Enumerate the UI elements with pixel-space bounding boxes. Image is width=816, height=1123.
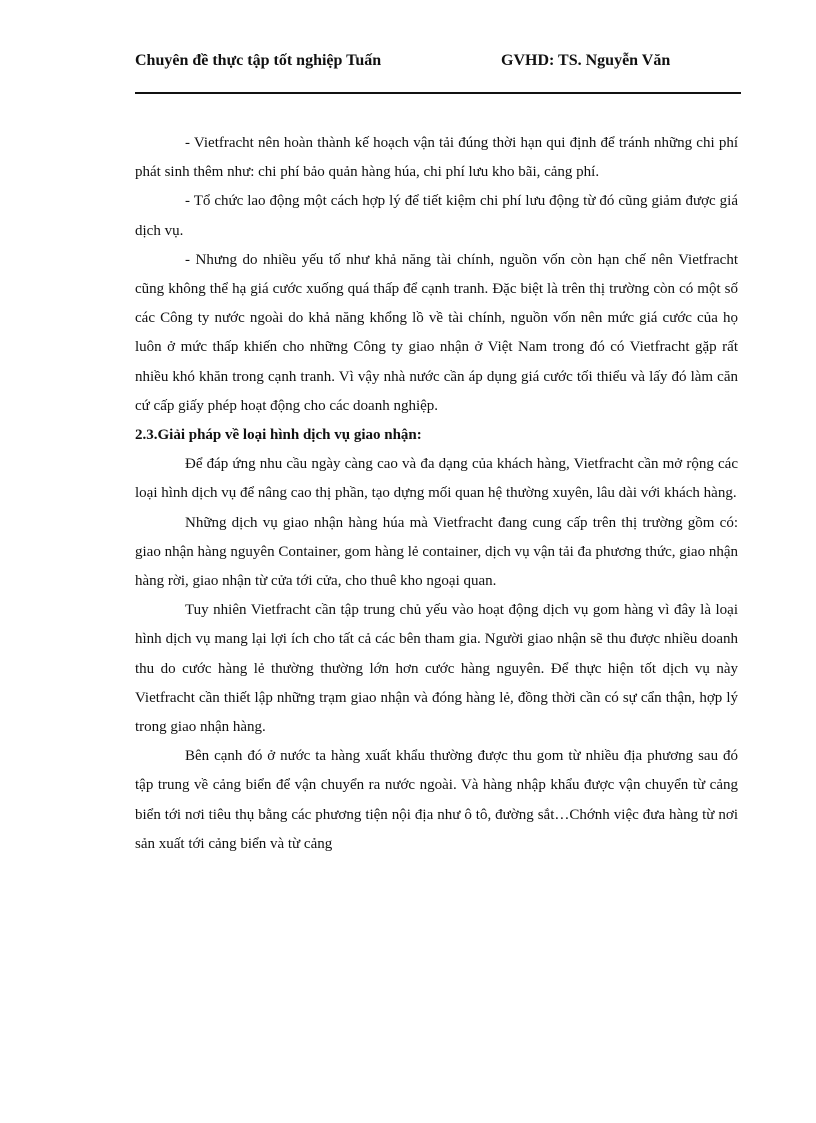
body-paragraph: Bên cạnh đó ở nước ta hàng xuất khẩu thường được thu gom từ nhiều địa phương sau đó tập trung về cảng biển để vận chuyển ra nước ngoài. Và hàng nhập khẩu được vận chuyển từ cảng biển tới nơi tiêu thụ bằng các phương tiện nội địa như ô tô, đường sắt…Chớnh việc đưa hàng từ nơi sản xuất tới cảng biển và từ cảng <box>135 748 738 852</box>
bullet-paragraph: - Nhưng do nhiều yếu tố như khả năng tài chính, nguồn vốn còn hạn chế nên Vietfracht cũng không thể hạ giá cước xuống quá thấp để cạnh tranh. Đặc biệt là trên thị trường còn có một số các Công ty nước ngoài do khả năng khổng lồ về tài chính, nguồn vốn nên mức giá cước của họ luôn ở mức thấp khiến cho những Công ty giao nhận ở Việt Nam trong đó có Vietfracht gặp rất nhiều khó khăn trong cạnh tranh. Vì vậy nhà nước cần áp dụng giá cước tối thiểu và lấy đó làm căn cứ cấp giấy phép hoạt động cho các doanh nghiệp. <box>135 251 738 414</box>
bullet-paragraph: - Vietfracht nên hoàn thành kế hoạch vận tải đúng thời hạn qui định để tránh những chi phí phát sinh thêm như: chi phí bảo quản hàng húa, chi phí lưu kho bãi, cảng phí. <box>135 135 738 181</box>
bullet-paragraph: - Tổ chức lao động một cách hợp lý để tiết kiệm chi phí lưu động từ đó cũng giảm được giá dịch vụ. <box>135 193 738 239</box>
page-header <box>135 50 741 94</box>
body-paragraph: Để đáp ứng nhu cầu ngày càng cao và đa dạng của khách hàng, Vietfracht cần mở rộng các loại hình dịch vụ để nâng cao thị phần, tạo dựng mối quan hệ thường xuyên, lâu dài với khách hàng. <box>135 456 738 502</box>
body-paragraph: Tuy nhiên Vietfracht cần tập trung chủ yếu vào hoạt động dịch vụ gom hàng vì đây là loại hình dịch vụ mang lại lợi ích cho tất cả các bên tham gia. Người giao nhận sẽ thu được nhiều doanh thu do cước hàng lẻ thường thường lớn hơn cước hàng nguyên. Để thực hiện tốt dịch vụ này Vietfracht cần thiết lập những trạm giao nhận và đóng hàng lẻ, đồng thời cần có sự cẩn thận, hợp lý trong giao nhận hàng. <box>135 602 738 736</box>
document-body <box>135 129 738 859</box>
section-heading: 2.3.Giải pháp về loại hình dịch vụ giao nhận: <box>135 427 422 444</box>
document-title: Chuyên đề thực tập tốt nghiệp Tuấn <box>135 52 382 69</box>
body-paragraph: Những dịch vụ giao nhận hàng húa mà Vietfracht đang cung cấp trên thị trường gồm có: giao nhận hàng nguyên Container, gom hàng lẻ container, dịch vụ vận tải đa phương thức, giao nhận hàng rời, giao nhận từ cửa tới cửa, cho thuê kho ngoại quan. <box>135 514 738 590</box>
supervisor-label: GVHD: TS. Nguyễn Văn <box>501 52 671 69</box>
